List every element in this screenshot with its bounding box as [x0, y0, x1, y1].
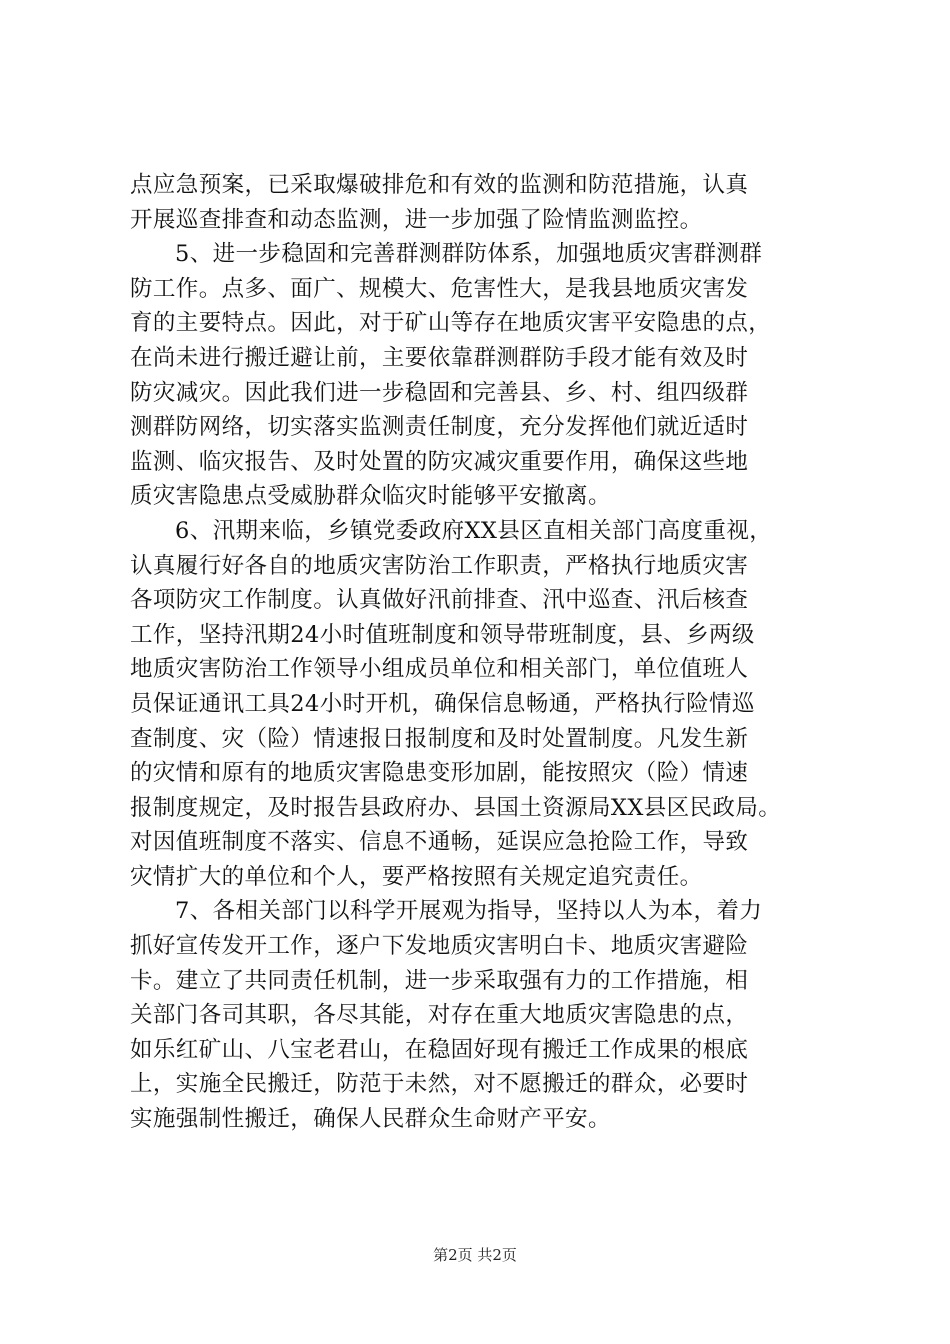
- text-line: 如乐红矿山、八宝老君山，在稳固好现有搬迁工作成果的根底: [130, 1036, 749, 1063]
- text-line: 查制度、灾（险）情速报日报制度和及时处置制度。凡发生新: [130, 725, 749, 752]
- page-number-label: 第2页 共2页: [433, 1246, 517, 1264]
- text-line: 各项防灾工作制度。认真做好汛前排查、汛中巡查、汛后核查: [130, 587, 749, 614]
- text-line: 的灾情和原有的地质灾害隐患变形加剧，能按照灾（险）情速: [130, 760, 749, 787]
- paragraph-7-start: 7、各相关部门以科学开展观为指导，坚持以人为本，着力: [175, 898, 763, 925]
- text-line: 在尚未进行搬迁避让前，主要依靠群测群防手段才能有效及时: [130, 344, 749, 371]
- text-line: 认真履行好各自的地质灾害防治工作职责，严格执行地质灾害: [130, 552, 749, 579]
- text-line: 监测、临灾报告、及时处置的防灾减灾重要作用，确保这些地: [130, 448, 749, 475]
- text-line: 测群防网络，切实落实监测责任制度，充分发挥他们就近适时: [130, 414, 749, 441]
- text-line: 关部门各司其职，各尽其能，对存在重大地质灾害隐患的点，: [130, 1002, 749, 1029]
- text-line: 育的主要特点。因此，对于矿山等存在地质灾害平安隐患的点，: [130, 310, 772, 337]
- text-line: 员保证通讯工具24小时开机，确保信息畅通，严格执行险情巡: [130, 690, 755, 717]
- text-line: 防工作。点多、面广、规模大、危害性大，是我县地质灾害发: [130, 275, 749, 302]
- text-line: 上，实施全民搬迁，防范于未然，对不愿搬迁的群众，必要时: [130, 1071, 749, 1098]
- text-line: 开展巡查排查和动态监测，进一步加强了险情监测监控。: [130, 206, 703, 233]
- text-line: 灾情扩大的单位和个人，要严格按照有关规定追究责任。: [130, 863, 703, 890]
- page-footer: [0, 1245, 950, 1265]
- paragraph-6-start: 6、汛期来临，乡镇党委政府XX县区直相关部门高度重视，: [175, 517, 773, 544]
- text-line: 报制度规定，及时报告县政府办、县国土资源局XX县区民政局。: [130, 794, 782, 821]
- paragraph-5-start: 5、进一步稳固和完善群测群防体系，加强地质灾害群测群: [175, 241, 763, 268]
- document-body: [130, 168, 830, 1137]
- text-line: 实施强制性搬迁，确保人民群众生命财产平安。: [130, 1106, 611, 1133]
- text-line: 防灾减灾。因此我们进一步稳固和完善县、乡、村、组四级群: [130, 379, 749, 406]
- text-line: 卡。建立了共同责任机制，进一步采取强有力的工作措施，相: [130, 967, 749, 994]
- text-line: 对因值班制度不落实、信息不通畅，延误应急抢险工作，导致: [130, 829, 749, 856]
- text-line: 工作，坚持汛期24小时值班制度和领导带班制度，县、乡两级: [130, 621, 755, 648]
- text-line: 点应急预案，已采取爆破排危和有效的监测和防范措施，认真: [130, 172, 749, 198]
- text-line: 抓好宣传发开工作，逐户下发地质灾害明白卡、地质灾害避险: [130, 933, 749, 960]
- text-line: 质灾害隐患点受威胁群众临灾时能够平安撤离。: [130, 483, 611, 510]
- text-line: 地质灾害防治工作领导小组成员单位和相关部门，单位值班人: [130, 656, 749, 683]
